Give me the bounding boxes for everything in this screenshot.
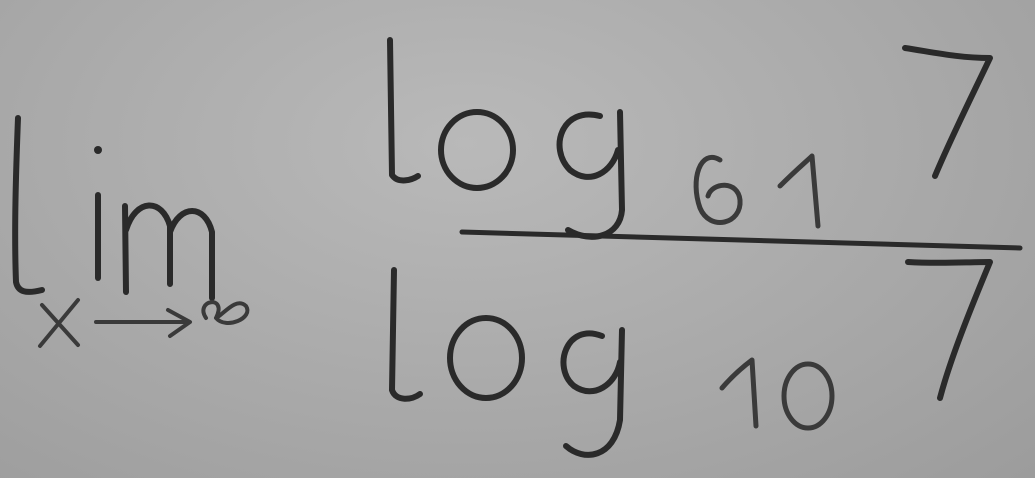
fraction-bar bbox=[462, 232, 1020, 248]
numerator bbox=[390, 40, 990, 237]
denominator bbox=[392, 262, 990, 455]
limit-subscript bbox=[40, 300, 247, 346]
limit-operator bbox=[15, 118, 212, 298]
limit-operator-text bbox=[0, 0, 1, 1]
expression-text bbox=[0, 0, 1, 1]
